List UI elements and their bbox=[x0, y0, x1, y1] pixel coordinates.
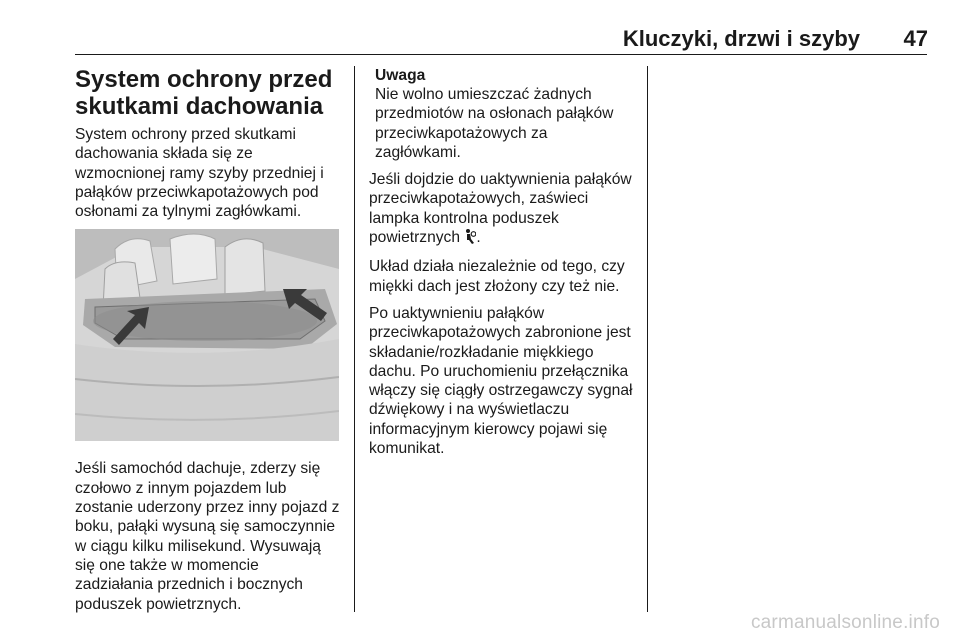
column-divider-1 bbox=[354, 66, 355, 612]
page-number: 47 bbox=[903, 26, 928, 51]
section-title-line-1: System ochrony przed bbox=[75, 66, 333, 93]
paragraph-independent: Układ działa niezależnie od tego, czy miękki dach jest złożony czy też nie. bbox=[369, 258, 625, 295]
intro-paragraph: System ochrony przed skutkami dachowania składa się ze wzmocnionej ramy szyby przedniej i pałąków przeciwkapotażowych pod osłonami za tylnymi zagłówkami. bbox=[75, 126, 324, 221]
left-column bbox=[75, 66, 341, 622]
note-body: Nie wolno umieszczać żadnych przedmiotów na osłonach pałąków przeciwkapotażowych za zagłówkami. bbox=[375, 86, 614, 161]
right-column bbox=[369, 66, 637, 466]
note-title: Uwaga bbox=[375, 67, 426, 84]
column-divider-2 bbox=[647, 66, 648, 612]
watermark: carmanualsonline.info bbox=[750, 612, 940, 633]
paragraph-warning-lamp bbox=[369, 170, 637, 249]
paragraph-warning-lamp-end: . bbox=[476, 229, 481, 247]
airbag-warning-icon bbox=[464, 228, 476, 249]
page-header-title: Kluczyki, drzwi i szyby bbox=[622, 26, 860, 51]
section-title bbox=[75, 66, 341, 120]
section-title-line-2: skutkami dachowania bbox=[75, 93, 324, 120]
convertible-rear-illustration bbox=[75, 229, 339, 441]
body-paragraph: Jeśli samochód dachuje, zderzy się czołowo z innym pojazdem lub zostanie uderzony przez inny pojazd z boku, pałąki wysuną się samoczynnie w ciągu kilku milisekund. Wysuwają się one także w momencie zadziałania przednich i bocznych poduszek powietrznych. bbox=[75, 460, 340, 613]
header-rule bbox=[75, 54, 927, 55]
paragraph-warning-lamp-text: Jeśli dojdzie do uaktywnienia pałąków przeciwkapotażowych, zaświeci lampka kontrolna poduszek powietrznych bbox=[369, 171, 632, 247]
rollover-bars-figure bbox=[75, 229, 339, 441]
paragraph-after-activation: Po uaktywnieniu pałąków przeciwkapotażowych zabronione jest składanie/rozkładanie miękkiego dachu. Po uruchomieniu przełącznika włączy się ciągły ostrzegawczy sygnał dźwiękowy i na wyświetlaczu informacyjnym kierowcy pojawi się komunikat. bbox=[369, 304, 633, 458]
